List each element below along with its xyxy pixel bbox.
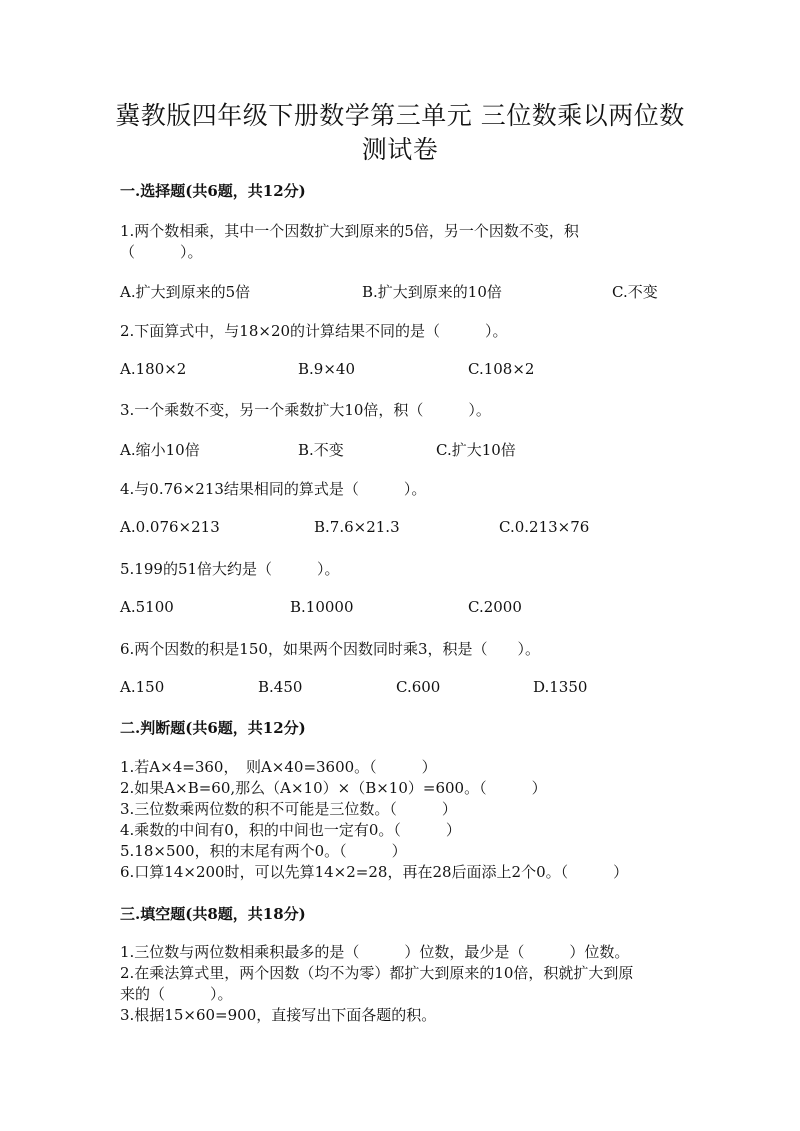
question-stem: 2.下面算式中，与18×20的计算结果不同的是（ ）。 bbox=[120, 322, 508, 340]
option-a: A.5100 bbox=[120, 598, 174, 616]
question-stem-cont: （ ）。 bbox=[120, 243, 203, 261]
page-title-line1: 冀教版四年级下册数学第三单元 三位数乘以两位数 bbox=[115, 101, 685, 130]
option-a: A.缩小10倍 bbox=[120, 441, 200, 459]
judgment-item: 4.乘数的中间有0，积的中间也一定有0。（ ） bbox=[120, 821, 461, 839]
question-stem: 6.两个因数的积是150，如果两个因数同时乘3，积是（ ）。 bbox=[120, 640, 540, 658]
judgment-item: 5.18×500，积的末尾有两个0。（ ） bbox=[120, 842, 407, 860]
option-b: B.450 bbox=[258, 678, 303, 696]
option-b: B.扩大到原来的10倍 bbox=[362, 283, 502, 301]
judgment-item: 2.如果A×B=60,那么（A×10）×（B×10）=600。（ ） bbox=[120, 779, 547, 797]
judgment-item: 3.三位数乘两位数的积不可能是三位数。（ ） bbox=[120, 800, 457, 818]
option-b: B.7.6×21.3 bbox=[314, 518, 400, 536]
question-stem: 5.199的51倍大约是（ ）。 bbox=[120, 560, 340, 578]
option-c: C.不变 bbox=[612, 283, 658, 301]
option-c: C.2000 bbox=[468, 598, 522, 616]
fill-item: 2.在乘法算式里，两个因数（均不为零）都扩大到原来的10倍，积就扩大到原 bbox=[120, 964, 634, 982]
option-c: C.108×2 bbox=[468, 360, 535, 378]
question-stem: 3.一个乘数不变，另一个乘数扩大10倍，积（ ）。 bbox=[120, 401, 491, 419]
section-heading-fill: 三.填空题(共8题，共18分) bbox=[120, 905, 306, 923]
option-c: C.扩大10倍 bbox=[436, 441, 516, 459]
option-a: A.150 bbox=[120, 678, 165, 696]
section-heading-judgment: 二.判断题(共6题，共12分) bbox=[120, 719, 306, 737]
judgment-item: 6.口算14×200时，可以先算14×2=28，再在28后面添上2个0。（ ） bbox=[120, 863, 629, 881]
option-a: A.180×2 bbox=[120, 360, 187, 378]
option-b: B.不变 bbox=[298, 441, 344, 459]
fill-item: 1.三位数与两位数相乘积最多的是（ ）位数，最少是（ ）位数。 bbox=[120, 943, 630, 961]
fill-item-cont: 来的（ ）。 bbox=[120, 985, 233, 1003]
option-d: D.1350 bbox=[533, 678, 588, 696]
question-stem: 1.两个数相乘，其中一个因数扩大到原来的5倍，另一个因数不变，积 bbox=[120, 222, 579, 240]
section-heading-choice: 一.选择题(共6题，共12分) bbox=[120, 182, 306, 200]
question-stem: 4.与0.76×213结果相同的算式是（ ）。 bbox=[120, 480, 427, 498]
fill-item: 3.根据15×60=900，直接写出下面各题的积。 bbox=[120, 1006, 437, 1024]
option-a: A.扩大到原来的5倍 bbox=[120, 283, 251, 301]
judgment-item: 1.若A×4=360， 则A×40=3600。（ ） bbox=[120, 758, 437, 776]
page-title-line2: 测试卷 bbox=[361, 135, 439, 164]
option-c: C.0.213×76 bbox=[499, 518, 590, 536]
option-c: C.600 bbox=[396, 678, 441, 696]
option-b: B.9×40 bbox=[298, 360, 355, 378]
option-a: A.0.076×213 bbox=[120, 518, 220, 536]
option-b: B.10000 bbox=[290, 598, 354, 616]
